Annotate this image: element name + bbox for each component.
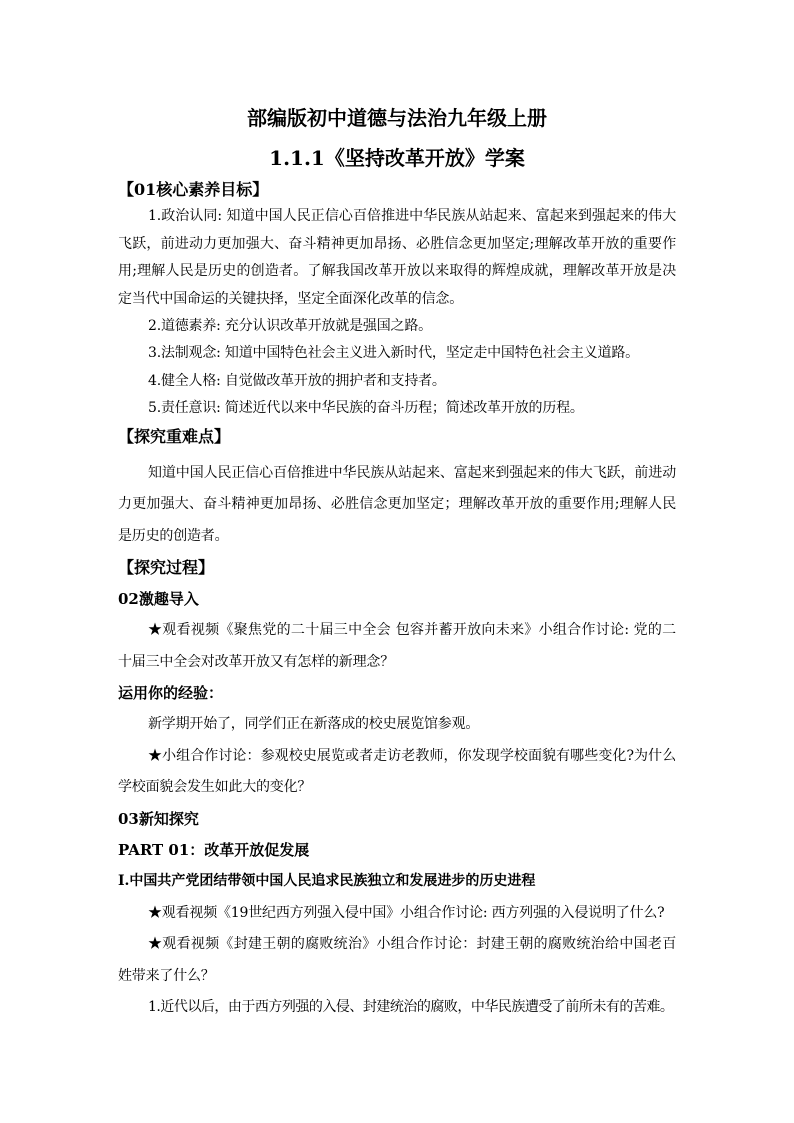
experience-scene: [118, 709, 676, 740]
goal-item-sound-personality: [118, 368, 676, 395]
subheading-intro: 02激趣导入: [118, 589, 199, 608]
section-core-goals: [118, 176, 676, 450]
video-activity-2: [118, 929, 676, 992]
section-heading-core-goals: 【01核心素养目标】: [118, 180, 269, 199]
knowledge-point-1: [118, 992, 676, 1023]
paragraph-line: 新学期开始了，同学们正在新落成的校史展览馆参观。: [148, 716, 480, 733]
intro-activity: [118, 615, 676, 678]
paragraph-line: 2.道德素养: 充分认识改革开放就是强国之路。: [148, 318, 432, 335]
paragraph-line: 十届三中全会对改革开放又有怎样的新理念？: [118, 653, 394, 670]
paragraph-line: 用;理解人民是历史的创造者。了解我国改革开放以来取得的辉煌成就，理解改革开放是决: [118, 263, 676, 280]
paragraph-line: 1.近代以后，由于西方列强的入侵、封建统治的腐败，中华民族遭受了前所未有的苦难。: [148, 998, 674, 1015]
document-subtitle: 1.1.1《坚持改革开放》学案: [269, 146, 525, 170]
paragraph-line: 力更加强大、奋斗精神更加昂扬、必胜信念更加坚定；理解改革开放的重要作用;理解人民: [118, 496, 676, 513]
paragraph-line: 是历史的创造者。: [118, 527, 229, 544]
section-heading-process: 【探究过程】: [118, 558, 215, 578]
subheading-experience: 运用你的经验：: [118, 683, 224, 702]
key-points-paragraph: [118, 458, 676, 552]
paragraph-line: 定当代中国命运的关键抉择，坚定全面深化改革的信念。: [118, 290, 463, 307]
paragraph-line: ★观看视频《19世纪西方列强入侵中国》小组合作讨论: 西方列强的入侵说明了什么?: [148, 904, 665, 921]
experience-discussion: [118, 741, 676, 804]
paragraph-line: 5.责任意识: 简述近代以来中华民族的奋斗历程；简述改革开放的历程。: [148, 400, 584, 417]
paragraph-line: 姓带来了什么？: [118, 967, 215, 984]
goal-item-responsibility: [118, 395, 676, 422]
goal-item-political-identity: [118, 203, 676, 313]
paragraph-line: 知道中国人民正信心百倍推进中华民族从站起来、富起来到强起来的伟大飞跃，前进动: [148, 465, 676, 482]
paragraph-line: 3.法制观念: 知道中国特色社会主义进入新时代，坚定走中国特色社会主义道路。: [148, 345, 639, 362]
subheading-explore: 03新知探究: [118, 809, 199, 828]
section-lower: [118, 458, 676, 1023]
paragraph-line: ★小组合作讨论：参观校史展览或者走访老教师，你发现学校面貌有哪些变化?为什么: [148, 747, 676, 764]
goal-item-legal-concept: [118, 340, 676, 367]
goal-item-moral-literacy: [118, 313, 676, 340]
document-title: 部编版初中道德与法治九年级上册: [247, 106, 547, 130]
part-title: PART 01：改革开放促发展: [118, 840, 310, 859]
paragraph-line: ★观看视频《聚焦党的二十届三中全会 包容并蓄开放向未来》小组合作讨论: 党的二: [148, 622, 676, 639]
paragraph-line: 学校面貌会发生如此大的变化？: [118, 779, 312, 796]
paragraph-line: 飞跃，前进动力更加强大、奋斗精神更加昂扬、必胜信念更加坚定;理解改革开放的重要作: [118, 235, 676, 252]
paragraph-line: ★观看视频《封建王朝的腐败统治》小组合作讨论：封建王朝的腐败统治给中国老百: [148, 936, 676, 953]
document-content: [118, 103, 676, 1023]
section-heading-key-points: 【探究重难点】: [118, 426, 231, 446]
paragraph-line: 4.健全人格: 自觉做改革开放的拥护者和支持者。: [148, 372, 446, 389]
video-activity-1: [118, 898, 676, 929]
paragraph-line: 1.政治认同: 知道中国人民正信心百倍推进中华民族从站起来、富起来到强起来的伟大: [148, 208, 676, 225]
topic-subheading: Ⅰ.中国共产党团结带领中国人民追求民族独立和发展进步的历史进程: [118, 873, 536, 890]
